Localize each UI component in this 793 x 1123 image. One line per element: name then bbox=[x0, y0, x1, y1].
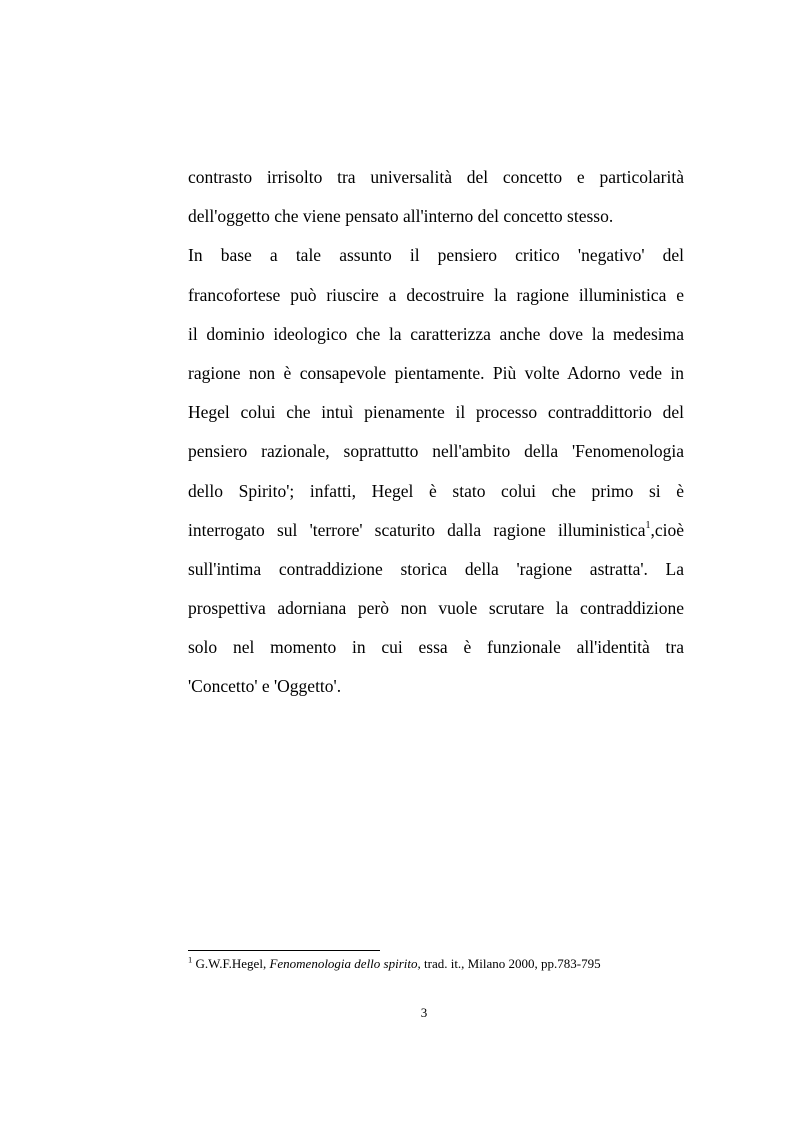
body-line: francofortese può riuscire a decostruire la ragione illuministica e bbox=[188, 284, 684, 305]
footnote-author: G.W.F.Hegel, bbox=[195, 956, 270, 971]
body-text bbox=[188, 158, 684, 707]
body-line: pensiero razionale, soprattutto nell'ambito della 'Fenomenologia bbox=[188, 441, 684, 462]
body-line: In base a tale assunto il pensiero critico 'negativo' del bbox=[188, 245, 684, 266]
body-line: Hegel colui che intuì pienamente il processo contraddittorio del bbox=[188, 402, 684, 423]
footnote-title: Fenomenologia dello spirito, bbox=[269, 956, 421, 971]
body-line-with-footnote-ref bbox=[188, 511, 684, 550]
footnote-reference[interactable]: 1 bbox=[645, 519, 651, 531]
body-line: dell'oggetto che viene pensato all'interno del concetto stesso. bbox=[188, 206, 614, 227]
body-line-text: ,cioè bbox=[650, 519, 684, 540]
body-line: dello Spirito'; infatti, Hegel è stato colui che primo si è bbox=[188, 480, 684, 501]
body-line: contrasto irrisolto tra universalità del concetto e particolarità bbox=[188, 167, 684, 187]
footnote-separator bbox=[188, 950, 380, 951]
footnote-marker: 1 bbox=[188, 954, 193, 965]
body-line: il dominio ideologico che la caratterizza anche dove la medesima bbox=[188, 323, 684, 344]
body-line: 'Concetto' e 'Oggetto'. bbox=[188, 676, 342, 697]
footnote bbox=[188, 955, 684, 973]
page-number: 3 bbox=[420, 1005, 428, 1020]
body-line: solo nel momento in cui essa è funzionale all'identità tra bbox=[188, 637, 684, 658]
body-line: ragione non è consapevole pientamente. Più volte Adorno vede in bbox=[188, 362, 684, 383]
body-line: prospettiva adorniana però non vuole scrutare la contraddizione bbox=[188, 598, 684, 619]
body-line: sull'intima contraddizione storica della 'ragione astratta'. La bbox=[188, 558, 684, 579]
footnote-details: trad. it., Milano 2000, pp.783-795 bbox=[420, 956, 601, 971]
body-line-text: interrogato sul 'terrore' scaturito dalla ragione illuministica bbox=[188, 519, 646, 540]
